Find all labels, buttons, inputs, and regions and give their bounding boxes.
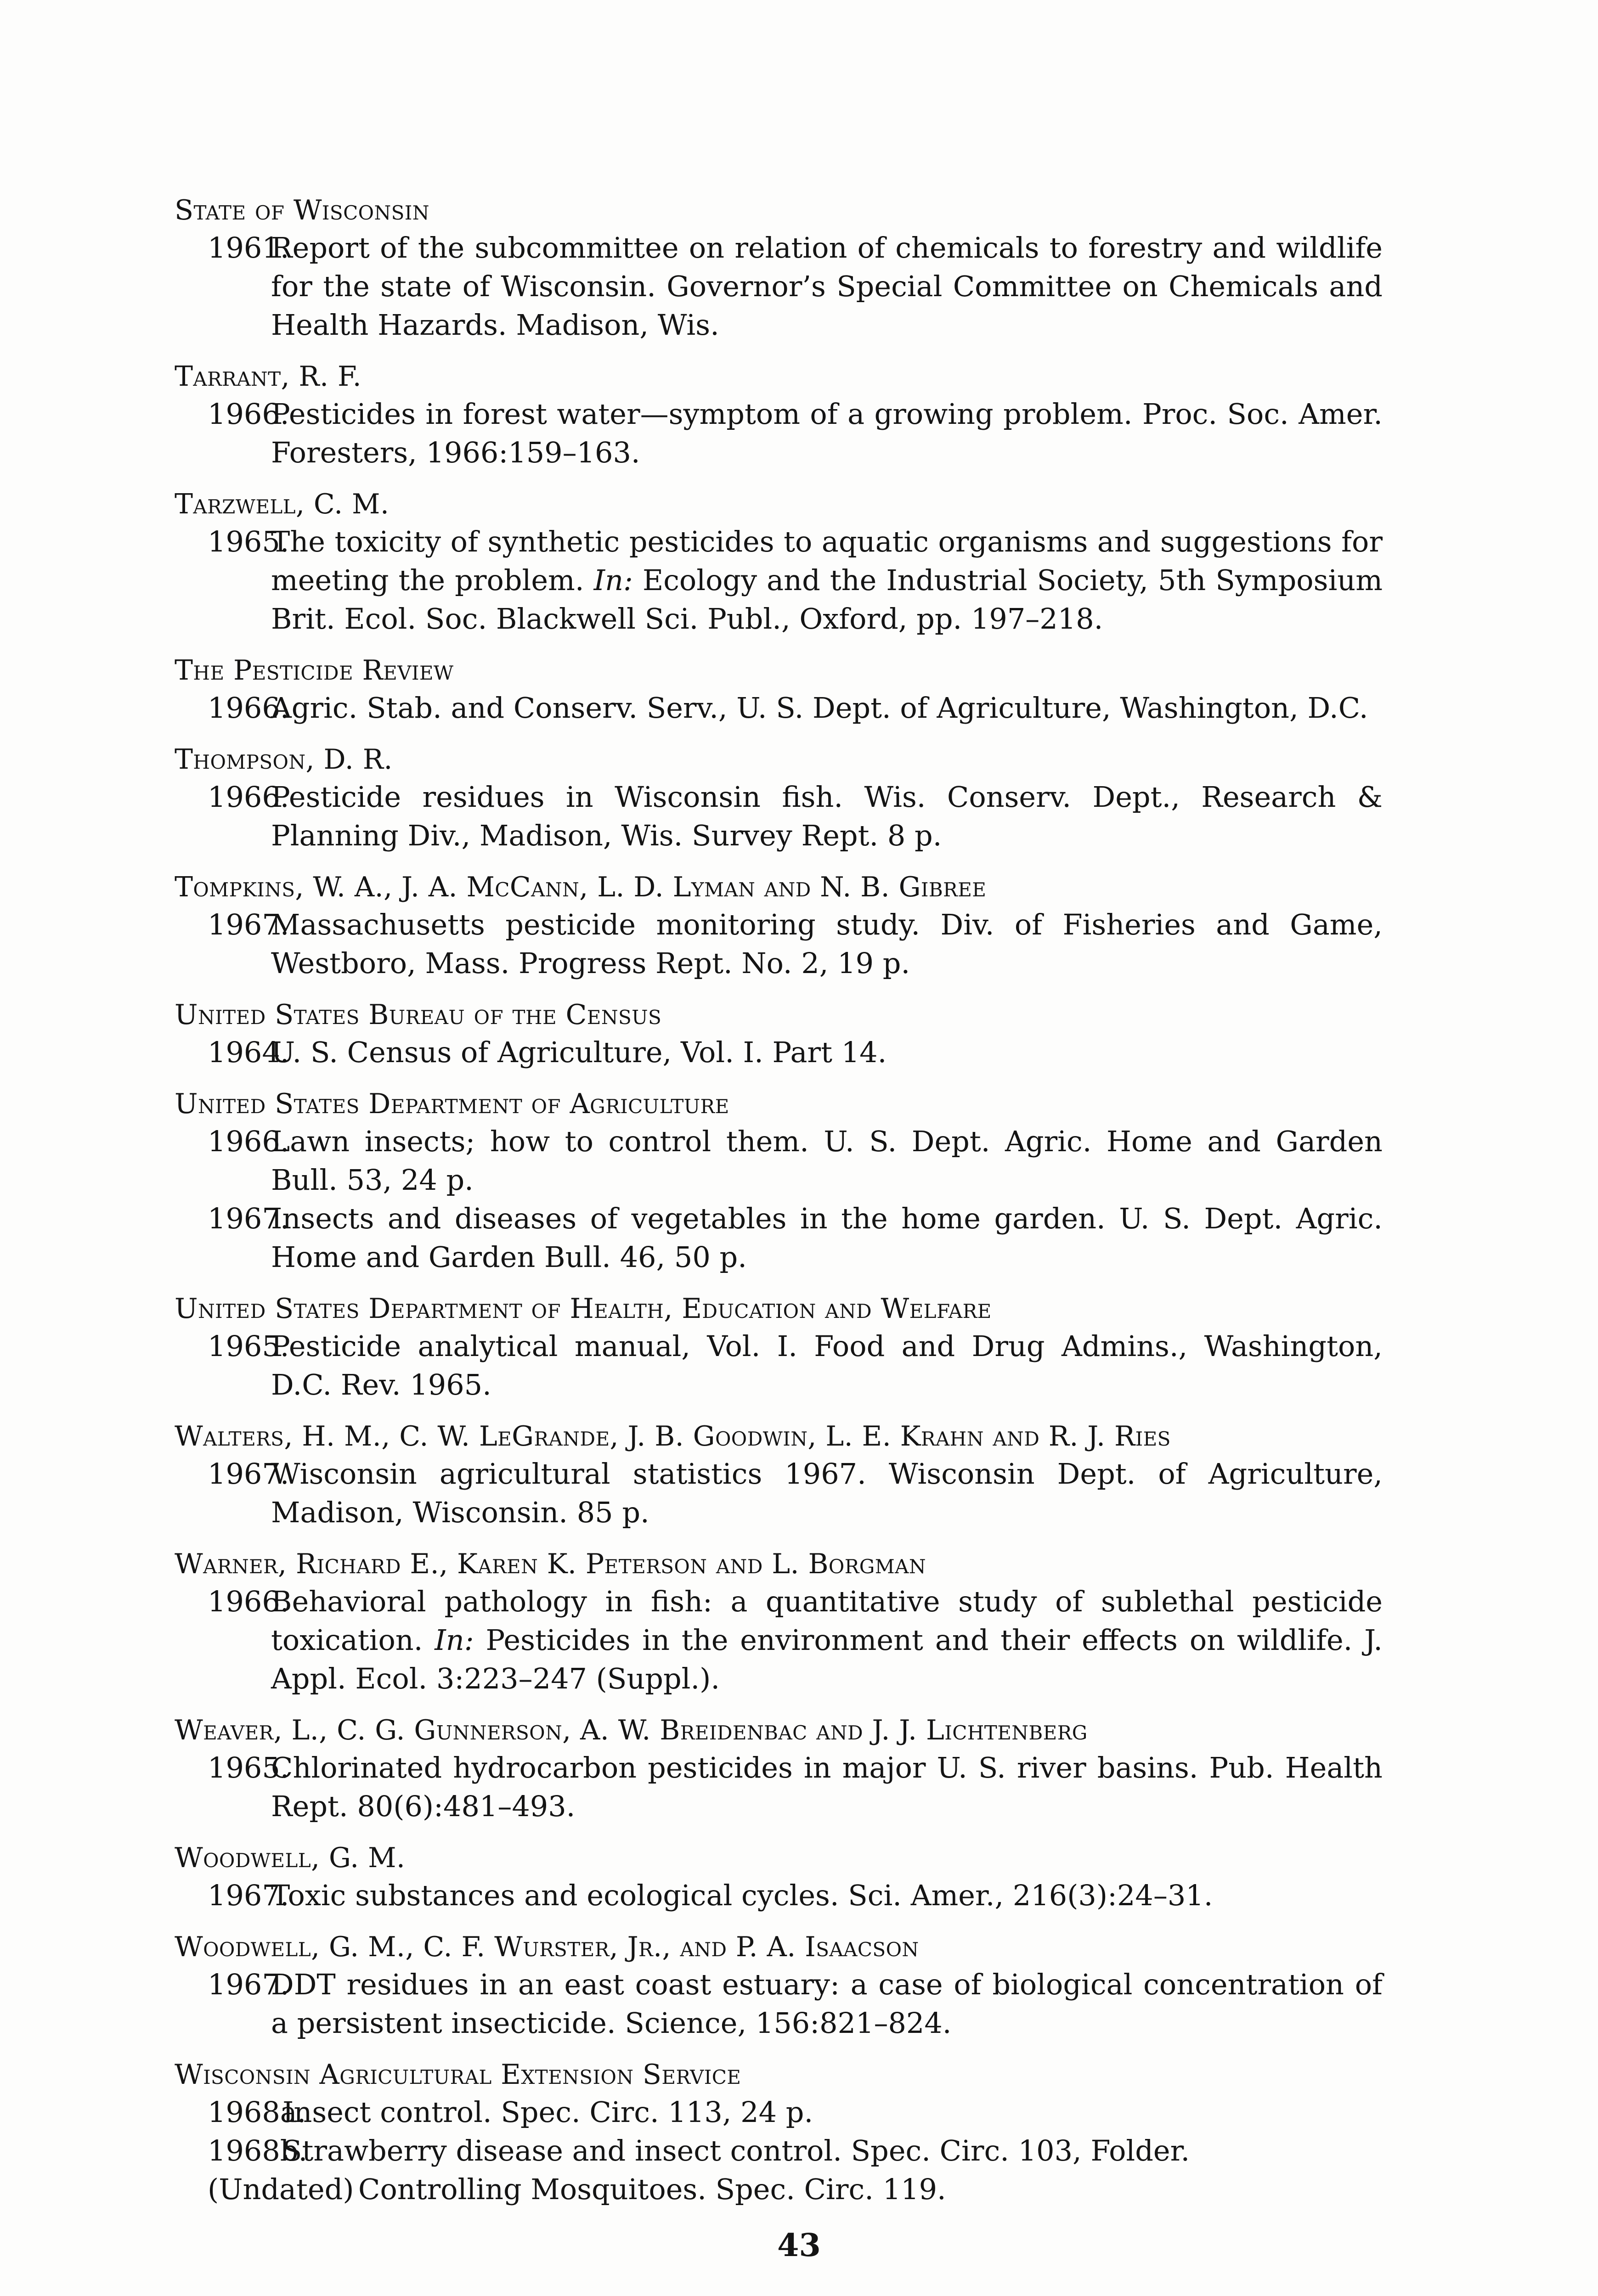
- reference-entry: [175, 2093, 1383, 2132]
- reference-entry: [175, 395, 1383, 472]
- reference-author: Tompkins, W. A., J. A. McCann, L. D. Lyman and N. B. Gibree: [175, 871, 987, 903]
- reference-item: [175, 652, 1383, 727]
- reference-year: 1966.: [208, 397, 289, 431]
- reference-author: Tarzwell, C. M.: [175, 488, 390, 520]
- reference-item: [175, 1418, 1383, 1532]
- reference-year: 1966.: [208, 1585, 289, 1618]
- reference-text: U. S. Census of Agriculture, Vol. I. Part 14.: [271, 1035, 887, 1069]
- reference-item: [175, 1840, 1383, 1915]
- reference-entry: [175, 906, 1383, 983]
- reference-text: Lawn insects; how to control them. U. S. Dept. Agric. Home and Garden Bull. 53, 24 p.: [271, 1125, 1383, 1197]
- reference-item: [175, 486, 1383, 638]
- reference-year: 1966.: [208, 780, 289, 814]
- reference-year: 1964.: [208, 1035, 289, 1069]
- reference-author: Woodwell, G. M., C. F. Wurster, Jr., and P. A. Isaacson: [175, 1931, 919, 1963]
- reference-text: Wisconsin agricultural statistics 1967. Wisconsin Dept. of Agriculture, Madison, Wisconsin. 85 p.: [271, 1457, 1383, 1529]
- reference-entry: [175, 778, 1383, 855]
- reference-text-italic: In:: [593, 563, 633, 597]
- reference-author: United States Bureau of the Census: [175, 999, 662, 1031]
- reference-text-part: The toxicity of synthetic pesticides to aquatic organisms and suggestions for meeting the problem.: [271, 525, 1383, 597]
- reference-year: 1967.: [208, 1202, 289, 1235]
- reference-author: Warner, Richard E., Karen K. Peterson and L. Borgman: [175, 1548, 926, 1580]
- reference-item: [175, 192, 1383, 344]
- reference-author: United States Department of Agriculture: [175, 1088, 729, 1120]
- reference-entry: [175, 229, 1383, 344]
- reference-entry: [175, 2170, 1383, 2209]
- reference-text-part: Ecology and the Industrial Society, 5th Symposium Brit. Ecol. Soc. Blackwell Sci. Publ., Oxford, pp. 197–218.: [271, 563, 1383, 636]
- reference-year: 1967.: [208, 1879, 289, 1912]
- reference-item: [175, 1546, 1383, 1698]
- reference-list: [175, 192, 1383, 2223]
- reference-year: 1966.: [208, 691, 289, 725]
- reference-text-italic: In:: [435, 1623, 474, 1657]
- reference-entry: [175, 1749, 1383, 1826]
- reference-year: 1968b.: [208, 2134, 308, 2167]
- reference-text: Massachusetts pesticide monitoring study. Div. of Fisheries and Game, Westboro, Mass. Progress Rept. No. 2, 19 p.: [271, 908, 1383, 980]
- reference-year: 1966.: [208, 1125, 289, 1158]
- reference-item: [175, 2056, 1383, 2209]
- reference-text-part: Behavioral pathology in fish: a quantitative study of sublethal pesticide toxication.: [271, 1585, 1383, 1657]
- reference-author: Thompson, D. R.: [175, 743, 393, 776]
- reference-author: Wisconsin Agricultural Extension Service: [175, 2059, 741, 2091]
- reference-author: The Pesticide Review: [175, 654, 454, 687]
- reference-entry: [175, 689, 1383, 727]
- reference-year: 1967.: [208, 1457, 289, 1491]
- reference-item: [175, 996, 1383, 1072]
- reference-text: Pesticide residues in Wisconsin fish. Wis. Conserv. Dept., Research & Planning Div., Madison, Wis. Survey Rept. 8 p.: [271, 780, 1383, 852]
- reference-text: Insect control. Spec. Circ. 113, 24 p.: [282, 2095, 813, 2129]
- reference-entry: [175, 1582, 1383, 1698]
- reference-entry: [175, 2132, 1383, 2170]
- reference-author: Walters, H. M., C. W. LeGrande, J. B. Goodwin, L. E. Krahn and R. J. Ries: [175, 1420, 1171, 1452]
- reference-text: Agric. Stab. and Conserv. Serv., U. S. Dept. of Agriculture, Washington, D.C.: [271, 691, 1368, 725]
- reference-text: [271, 525, 1383, 636]
- reference-text: Strawberry disease and insect control. Spec. Circ. 103, Folder.: [282, 2134, 1190, 2167]
- reference-item: [175, 741, 1383, 855]
- reference-entry: [175, 523, 1383, 638]
- reference-entry: [175, 1965, 1383, 2043]
- reference-entry: [175, 1199, 1383, 1277]
- reference-year: 1968a.: [208, 2095, 306, 2129]
- reference-entry: [175, 1327, 1383, 1404]
- reference-year: 1965.: [208, 1751, 289, 1784]
- reference-entry: [175, 1876, 1383, 1915]
- reference-text: Pesticide analytical manual, Vol. I. Food and Drug Admins., Washington, D.C. Rev. 1965.: [271, 1329, 1383, 1401]
- reference-item: [175, 1086, 1383, 1277]
- reference-text: Pesticides in forest water—symptom of a growing problem. Proc. Soc. Amer. Foresters, 1966:159–163.: [271, 397, 1383, 469]
- reference-year: 1967.: [208, 1968, 289, 2001]
- reference-text: Report of the subcommittee on relation of chemicals to forestry and wildlife for the state of Wisconsin. Governor’s Special Committee on Chemicals and Health Hazards. Madison, Wis.: [271, 231, 1383, 342]
- reference-author: Tarrant, R. F.: [175, 360, 362, 393]
- reference-text: Toxic substances and ecological cycles. Sci. Amer., 216(3):24–31.: [271, 1879, 1213, 1912]
- reference-entry: [175, 1455, 1383, 1532]
- reference-text: Insects and diseases of vegetables in the home garden. U. S. Dept. Agric. Home and Garden Bull. 46, 50 p.: [271, 1202, 1383, 1274]
- reference-item: [175, 1929, 1383, 2043]
- reference-year: 1967.: [208, 908, 289, 941]
- reference-entry: [175, 1033, 1383, 1072]
- reference-item: [175, 1290, 1383, 1404]
- page-number: 43: [777, 2227, 821, 2264]
- reference-text: DDT residues in an east coast estuary: a case of biological concentration of a persistent insecticide. Science, 156:821–824.: [271, 1968, 1383, 2040]
- reference-item: [175, 358, 1383, 472]
- reference-text: [271, 1585, 1383, 1695]
- reference-entry: [175, 1122, 1383, 1199]
- reference-author: Woodwell, G. M.: [175, 1842, 406, 1874]
- reference-author: Weaver, L., C. G. Gunnerson, A. W. Breidenbac and J. J. Lichtenberg: [175, 1714, 1088, 1746]
- reference-text-part: Pesticides in the environment and their effects on wildlife. J. Appl. Ecol. 3:223–247 (Suppl.).: [271, 1623, 1383, 1695]
- reference-author: State of Wisconsin: [175, 194, 429, 226]
- reference-author: United States Department of Health, Education and Welfare: [175, 1293, 992, 1325]
- reference-year: (Undated): [208, 2172, 354, 2206]
- reference-year: 1961.: [208, 231, 289, 264]
- reference-item: [175, 869, 1383, 983]
- reference-year: 1965.: [208, 525, 289, 558]
- reference-text: Controlling Mosquitoes. Spec. Circ. 119.: [358, 2172, 946, 2206]
- reference-item: [175, 1712, 1383, 1826]
- reference-text: Chlorinated hydrocarbon pesticides in major U. S. river basins. Pub. Health Rept. 80(6):481–493.: [271, 1751, 1383, 1823]
- reference-year: 1965.: [208, 1329, 289, 1363]
